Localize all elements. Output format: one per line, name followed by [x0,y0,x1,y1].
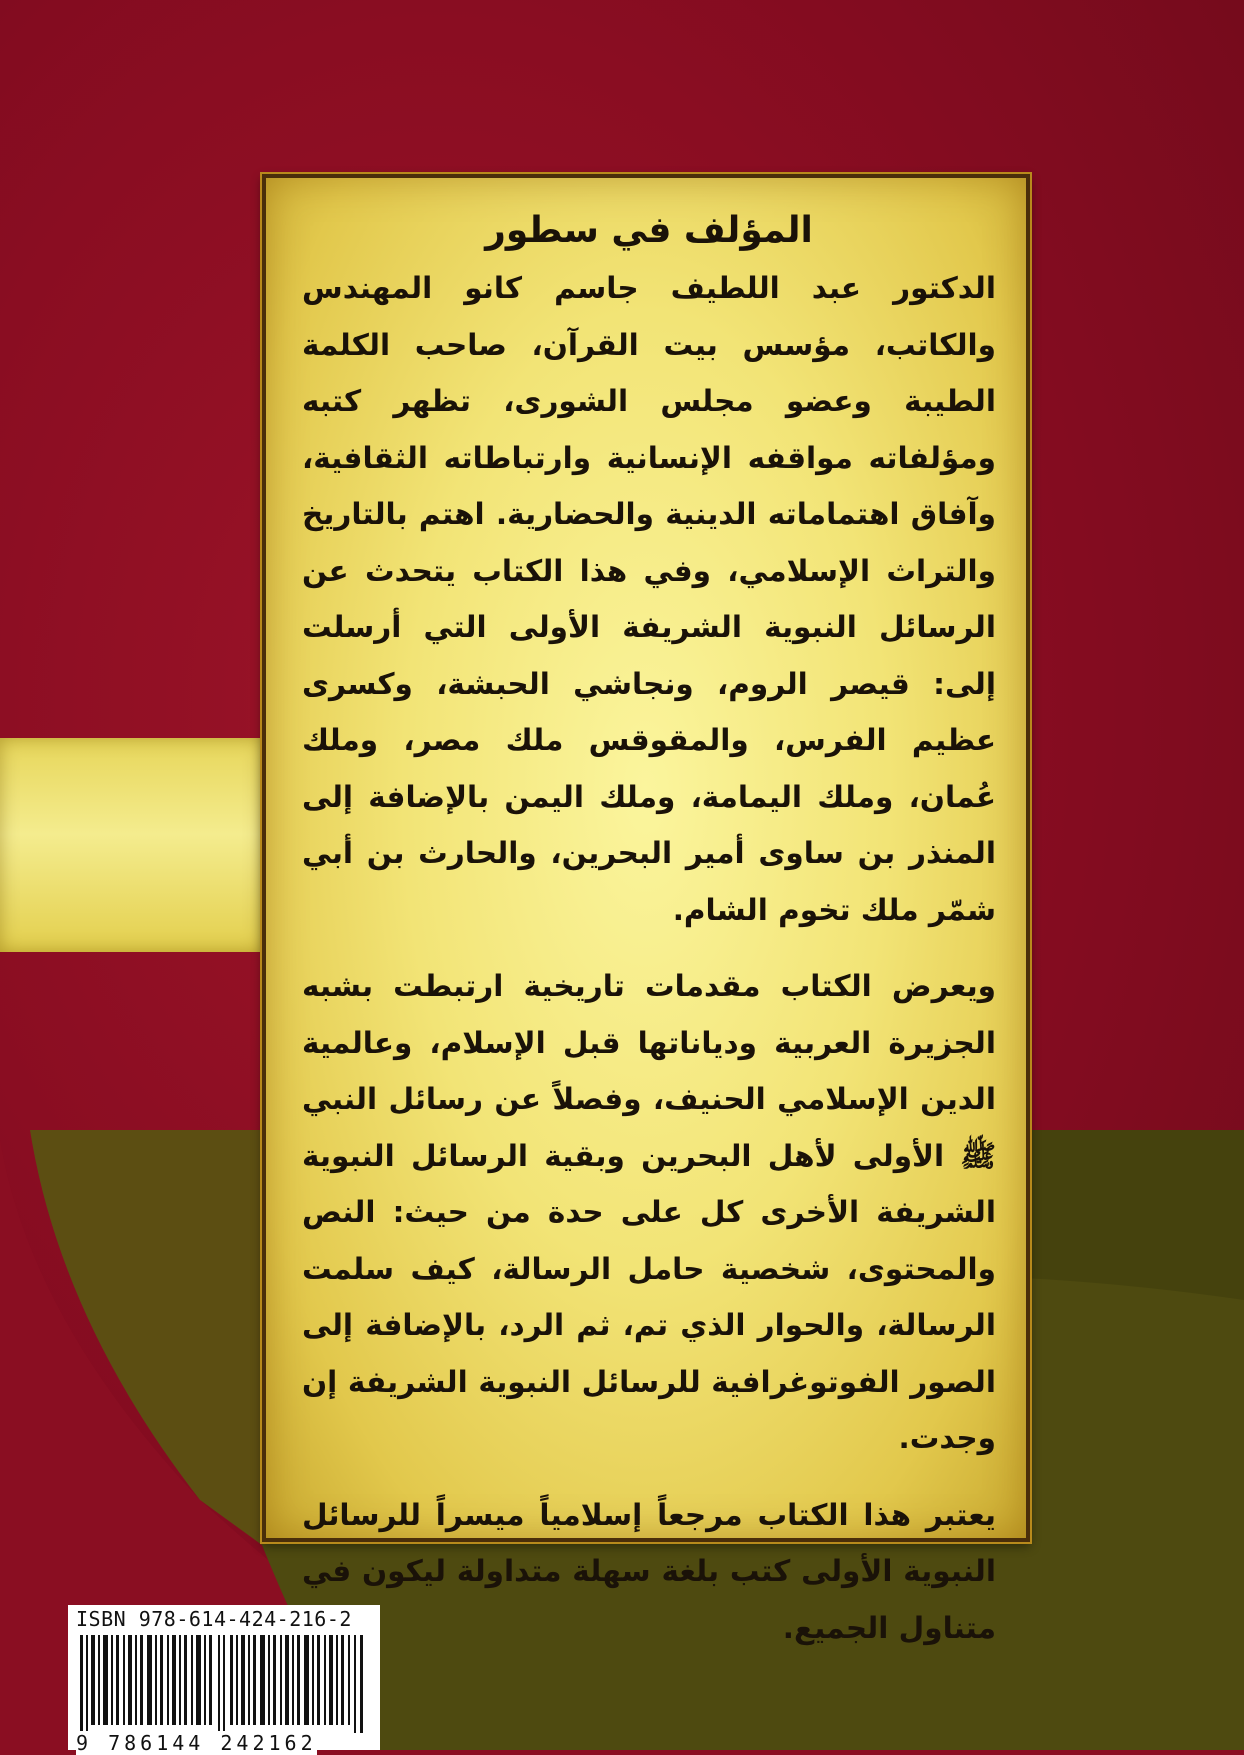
isbn-label: ISBN 978-614-424-216-2 [76,1607,352,1631]
barcode-digits: 9 786144 242162 [76,1731,317,1755]
bio-paragraph-3: يعتبر هذا الكتاب مرجعاً إسلامياً ميسراً للرسائل النبوية الأولى كتب بلغة سهلة متداولة ليكون في متناول الجميع. [302,1497,996,1645]
panel-title: المؤلف في سطور [485,210,813,251]
isbn-barcode-block [68,1605,380,1755]
yellow-side-strip [0,738,262,952]
bio-paragraph-2: ويعرض الكتاب مقدمات تاريخية ارتبطت بشبه الجزيرة العربية ودياناتها قبل الإسلام، وعالمية الدين الإسلامي الحنيف، وفصلاً عن رسائل النبي ﷺ الأولى لأهل البحرين وبقية الرسائل النبوية الشريفة الأخرى كل على حدة من حيث: النص والمحتوى، شخصية حامل الرسالة، كيف سلمت الرسالة، والحوار الذي تم، ثم الرد، بالإضافة إلى الصور الفوتوغرافية للرسائل النبوية الشريفة إن وجدت. [302,969,996,1455]
author-bio-panel [262,174,1030,1645]
bio-paragraph-1: الدكتور عبد اللطيف جاسم كانو المهندس والكاتب، مؤسس بيت القرآن، صاحب الكلمة الطيبة وعضو مجلس الشورى، تظهر كتبه ومؤلفاته مواقفه الإنسانية وارتباطاته الثقافية، وآفاق اهتماماته الدينية والحضارية. اهتم بالتاريخ والتراث الإسلامي، وفي هذا الكتاب يتحدث عن الرسائل النبوية الشريفة الأولى التي أرسلت إلى: قيصر الروم، ونجاشي الحبشة، وكسرى عظيم الفرس، والمقوقس ملك مصر، وملك عُمان، وملك اليمامة، وملك اليمن بالإضافة إلى المنذر بن ساوى أمير البحرين، والحارث بن أبي شمّر ملك تخوم الشام. [302,271,996,927]
barcode-graphic [78,1635,370,1733]
